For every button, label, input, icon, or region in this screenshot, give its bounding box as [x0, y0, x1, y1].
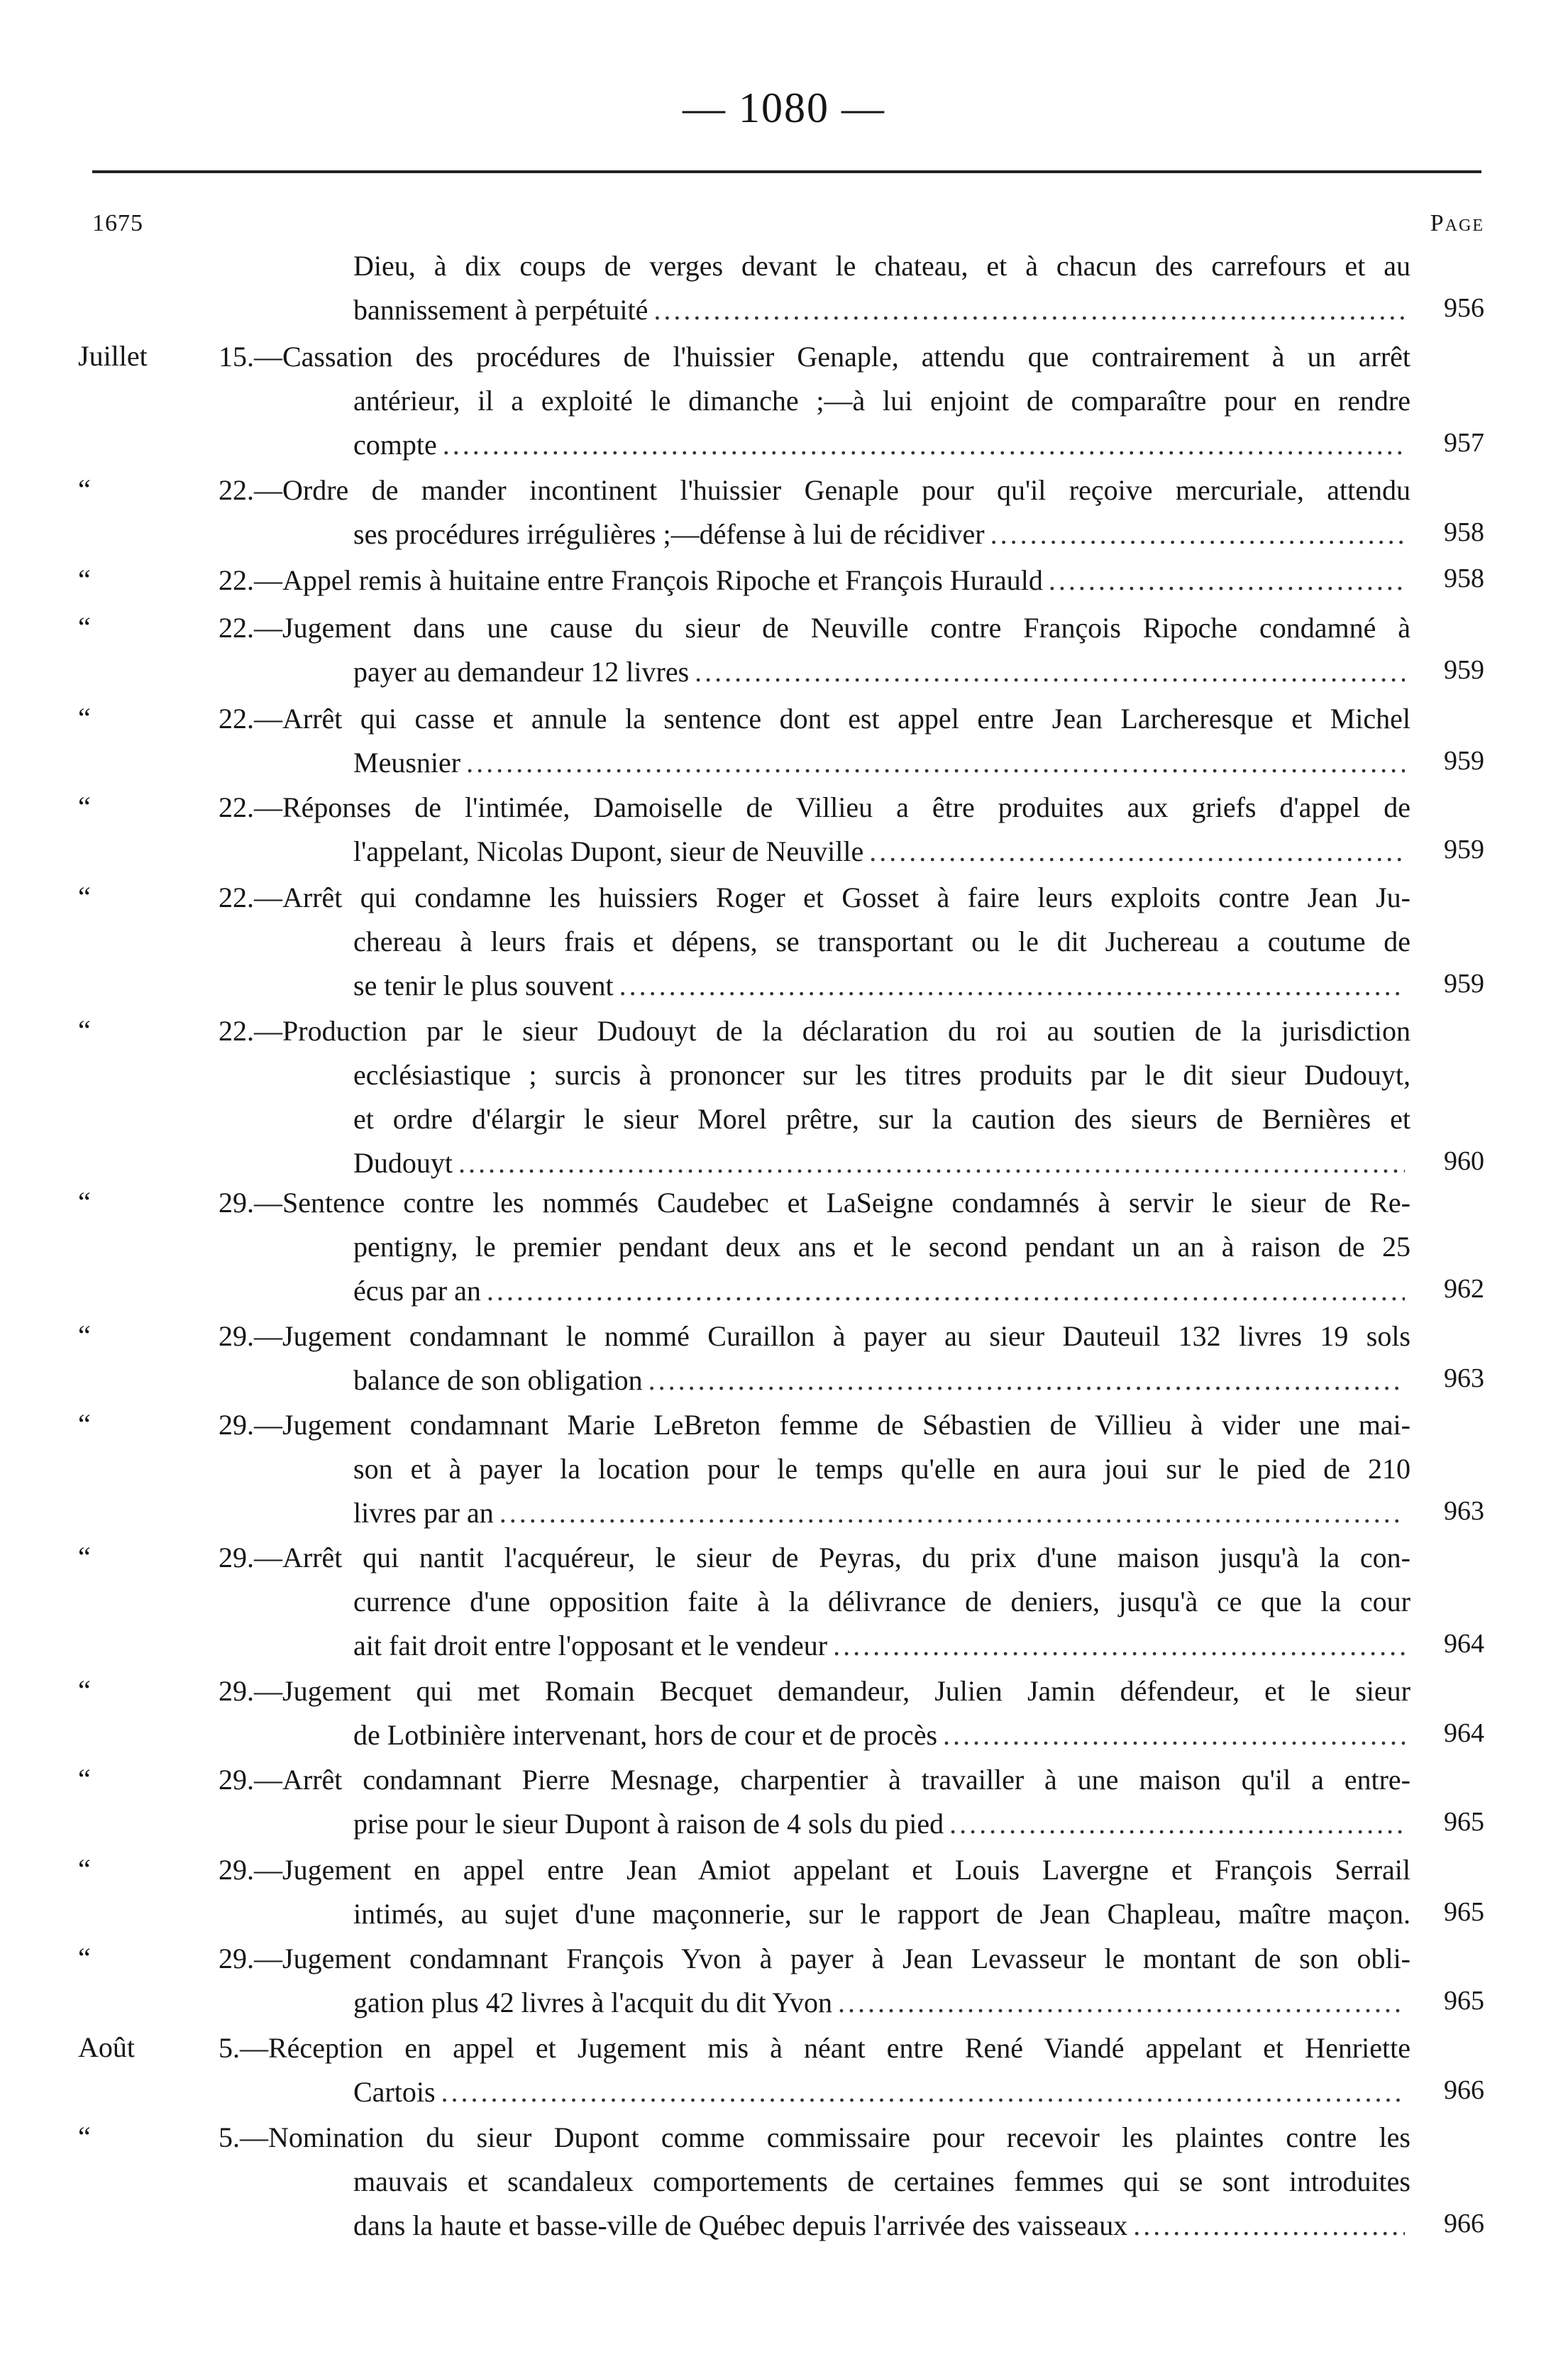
entry-line: 22.—Appel remis à huitaine entre François Ripoche et François Hurauld: [219, 564, 1043, 596]
entry-page-ref: 958: [1444, 517, 1484, 547]
entry-line: Cartois: [353, 2076, 436, 2108]
entry-page-ref: 965: [1444, 1897, 1484, 1927]
entry-page-ref: 965: [1444, 1986, 1484, 2016]
entry-page-ref: 962: [1444, 1274, 1484, 1304]
entry-line: 15.—Cassation des procédures de l'huissier Genaple, attendu que contrairement à un arrêt: [219, 341, 1410, 373]
entry-line: de Lotbinière intervenant, hors de cour et de procès: [353, 1719, 938, 1751]
entry-line: 22.—Jugement dans une cause du sieur de Neuville contre François Ripoche condamné à: [219, 612, 1410, 644]
entry-text: [219, 786, 1410, 874]
entry-line: se tenir le plus souvent: [353, 969, 614, 1001]
dot-leader: [1049, 559, 1405, 603]
entry-page-ref: 958: [1444, 564, 1484, 593]
entry-line: mauvais et scandaleux comportements de certaines femmes qui se sont introduites: [353, 2165, 1410, 2197]
entry-page-ref: 966: [1444, 2075, 1484, 2105]
entry-line: balance de son obligation: [353, 1364, 643, 1396]
entry-text: [219, 335, 1410, 467]
dot-leader: [653, 288, 1405, 332]
dot-leader: [1133, 2204, 1405, 2248]
dot-leader: [838, 1981, 1405, 2025]
entry-text: [219, 468, 1410, 556]
entry-line: compte: [353, 429, 437, 461]
entry-text: [219, 1403, 1410, 1535]
entry-text: [219, 1314, 1410, 1402]
entry-page-ref: 959: [1444, 835, 1484, 864]
entry-line: pentigny, le premier pendant deux ans et le second pendant un an à raison de 25: [353, 1231, 1410, 1263]
entry-line: Dudouyt: [353, 1147, 453, 1179]
entry-line: bannissement à perpétuité: [353, 294, 648, 326]
entry-line: 22.—Production par le sieur Dudouyt de la déclaration du roi au soutien de la jurisdiction: [219, 1015, 1410, 1047]
dot-leader: [443, 423, 1405, 467]
dot-leader: [943, 1713, 1405, 1757]
entry-page-ref: 957: [1444, 428, 1484, 458]
entry-line: 29.—Jugement condamnant le nommé Curaillon à payer au sieur Dauteuil 132 livres 19 sols: [219, 1320, 1410, 1352]
entry-line: intimés, au sujet d'une maçonnerie, sur le rapport de Jean Chapleau, maître maçon.: [353, 1898, 1410, 1930]
entry-line: et ordre d'élargir le sieur Morel prêtre, sur la caution des sieurs de Bernières et: [353, 1103, 1410, 1135]
entry-line: 29.—Sentence contre les nommés Caudebec et LaSeigne condamnés à servir le sieur de Re-: [219, 1187, 1410, 1219]
entry-line: ecclésiastique ; surcis à prononcer sur les titres produits par le dit sieur Dudouyt,: [353, 1059, 1410, 1091]
dot-leader: [458, 1141, 1405, 1185]
entry-line: antérieur, il a exploité le dimanche ;—à lui enjoint de comparaître pour en rendre: [353, 385, 1410, 417]
dot-leader: [990, 512, 1405, 556]
dot-leader: [949, 1802, 1405, 1846]
dot-leader: [466, 741, 1405, 785]
entry-line: Dieu, à dix coups de verges devant le chateau, et à chacun des carrefours et au: [353, 250, 1410, 282]
page-column-header: Page: [1430, 210, 1484, 236]
entry-month: “: [78, 1674, 91, 1706]
entry-line: ait fait droit entre l'opposant et le vendeur: [353, 1630, 828, 1661]
entry-text: [219, 559, 1410, 603]
entry-page-ref: 964: [1444, 1718, 1484, 1748]
entry-month: “: [78, 1853, 91, 1885]
entry-month: “: [78, 2121, 91, 2153]
entry-line: gation plus 42 livres à l'acquit du dit Yvon: [353, 1987, 832, 2018]
entry-line: son et à payer la location pour le temps qu'elle en aura joui sur le pied de 210: [353, 1453, 1410, 1485]
entry-month: “: [78, 791, 91, 823]
entry-text: [219, 1669, 1410, 1757]
entry-line: prise pour le sieur Dupont à raison de 4 sols du pied: [353, 1808, 944, 1840]
entry-month: “: [78, 1319, 91, 1351]
entry-line: 22.—Arrêt qui condamne les huissiers Roger et Gosset à faire leurs exploits contre Jean Ju-: [219, 881, 1410, 913]
entry-text: [219, 1536, 1410, 1668]
entry-line: payer au demandeur 12 livres: [353, 656, 690, 688]
entry-month: “: [78, 1942, 91, 1974]
entry-line: currence d'une opposition faite à la délivrance de deniers, jusqu'à ce que la cour: [353, 1586, 1410, 1617]
entry-line: dans la haute et basse-ville de Québec depuis l'arrivée des vaisseaux: [353, 2209, 1128, 2241]
dot-leader: [619, 964, 1405, 1008]
entry-text: [219, 1181, 1410, 1313]
entry-line: 29.—Jugement qui met Romain Becquet demandeur, Julien Jamin défendeur, et le sieur: [219, 1675, 1410, 1707]
entry-page-ref: 956: [1444, 293, 1484, 323]
entry-text: [219, 244, 1410, 332]
dot-leader: [869, 830, 1405, 874]
entry-page-ref: 959: [1444, 969, 1484, 999]
entry-month: “: [78, 1763, 91, 1795]
entry-text: [219, 876, 1410, 1008]
entry-page-ref: 965: [1444, 1807, 1484, 1837]
entry-line: 22.—Réponses de l'intimée, Damoiselle de Villieu a être produites aux griefs d'appel de: [219, 791, 1410, 823]
entry-month: “: [78, 473, 91, 505]
entry-line: 22.—Arrêt qui casse et annule la sentence dont est appel entre Jean Larcheresque et Michel: [219, 703, 1410, 735]
entry-page-ref: 963: [1444, 1496, 1484, 1526]
entry-line: livres par an: [353, 1497, 494, 1529]
entry-month: “: [78, 1014, 91, 1046]
entry-month: “: [78, 702, 91, 734]
entry-page-ref: 959: [1444, 655, 1484, 685]
entry-page-ref: 964: [1444, 1629, 1484, 1659]
entry-line: 5.—Réception en appel et Jugement mis à néant entre René Viandé appelant et Henriette: [219, 2032, 1410, 2064]
entry-page-ref: 960: [1444, 1146, 1484, 1176]
entry-line: 22.—Ordre de mander incontinent l'huissier Genaple pour qu'il reçoive mercuriale, attendu: [219, 474, 1410, 506]
entry-line: 29.—Jugement condamnant Marie LeBreton femme de Sébastien de Villieu à vider une mai-: [219, 1409, 1410, 1441]
entry-text: [219, 1937, 1410, 2025]
dot-leader: [487, 1269, 1405, 1313]
entry-page-ref: 959: [1444, 746, 1484, 776]
entry-page-ref: 966: [1444, 2209, 1484, 2238]
entry-text: [219, 1848, 1410, 1936]
entry-month: “: [78, 611, 91, 643]
entry-text: [219, 2026, 1410, 2114]
entry-text: [219, 697, 1410, 785]
entry-month: “: [78, 1541, 91, 1573]
entry-line: chereau à leurs frais et dépens, se transportant ou le dit Juchereau a coutume de: [353, 925, 1410, 957]
entry-text: [219, 1009, 1410, 1185]
entry-month: “: [78, 881, 91, 913]
dot-leader: [441, 2070, 1405, 2114]
dot-leader: [499, 1491, 1405, 1535]
entry-text: [219, 606, 1410, 694]
entry-line: 5.—Nomination du sieur Dupont comme commissaire pour recevoir les plaintes contre les: [219, 2121, 1410, 2153]
entry-line: ses procédures irrégulières ;—défense à lui de récidiver: [353, 518, 985, 550]
entry-line: 29.—Arrêt qui nantit l'acquéreur, le sieur de Peyras, du prix d'une maison jusqu'à la con-: [219, 1542, 1410, 1573]
page-number: — 1080 —: [683, 84, 885, 131]
entry-month: “: [78, 564, 91, 595]
entry-month: Juillet: [78, 340, 148, 372]
entry-line: l'appelant, Nicolas Dupont, sieur de Neuville: [353, 835, 864, 867]
dot-leader: [695, 650, 1405, 694]
entry-page-ref: 963: [1444, 1363, 1484, 1393]
entry-line: Meusnier: [353, 747, 461, 779]
entry-month: Août: [78, 2031, 135, 2063]
header-rule: [92, 170, 1481, 173]
entry-line: 29.—Jugement condamnant François Yvon à payer à Jean Levasseur le montant de son obli-: [219, 1943, 1410, 1974]
dot-leader: [648, 1358, 1405, 1402]
dot-leader: [833, 1624, 1405, 1668]
year-label: 1675: [92, 210, 143, 236]
entry-line: 29.—Jugement en appel entre Jean Amiot appelant et Louis Lavergne et François Serrail: [219, 1854, 1410, 1886]
entry-month: “: [78, 1186, 91, 1218]
entry-text: [219, 2116, 1410, 2248]
entry-line: écus par an: [353, 1275, 481, 1307]
entry-line: 29.—Arrêt condamnant Pierre Mesnage, charpentier à travailler à une maison qu'il a entre-: [219, 1764, 1410, 1796]
entry-text: [219, 1758, 1410, 1846]
entry-month: “: [78, 1408, 91, 1440]
